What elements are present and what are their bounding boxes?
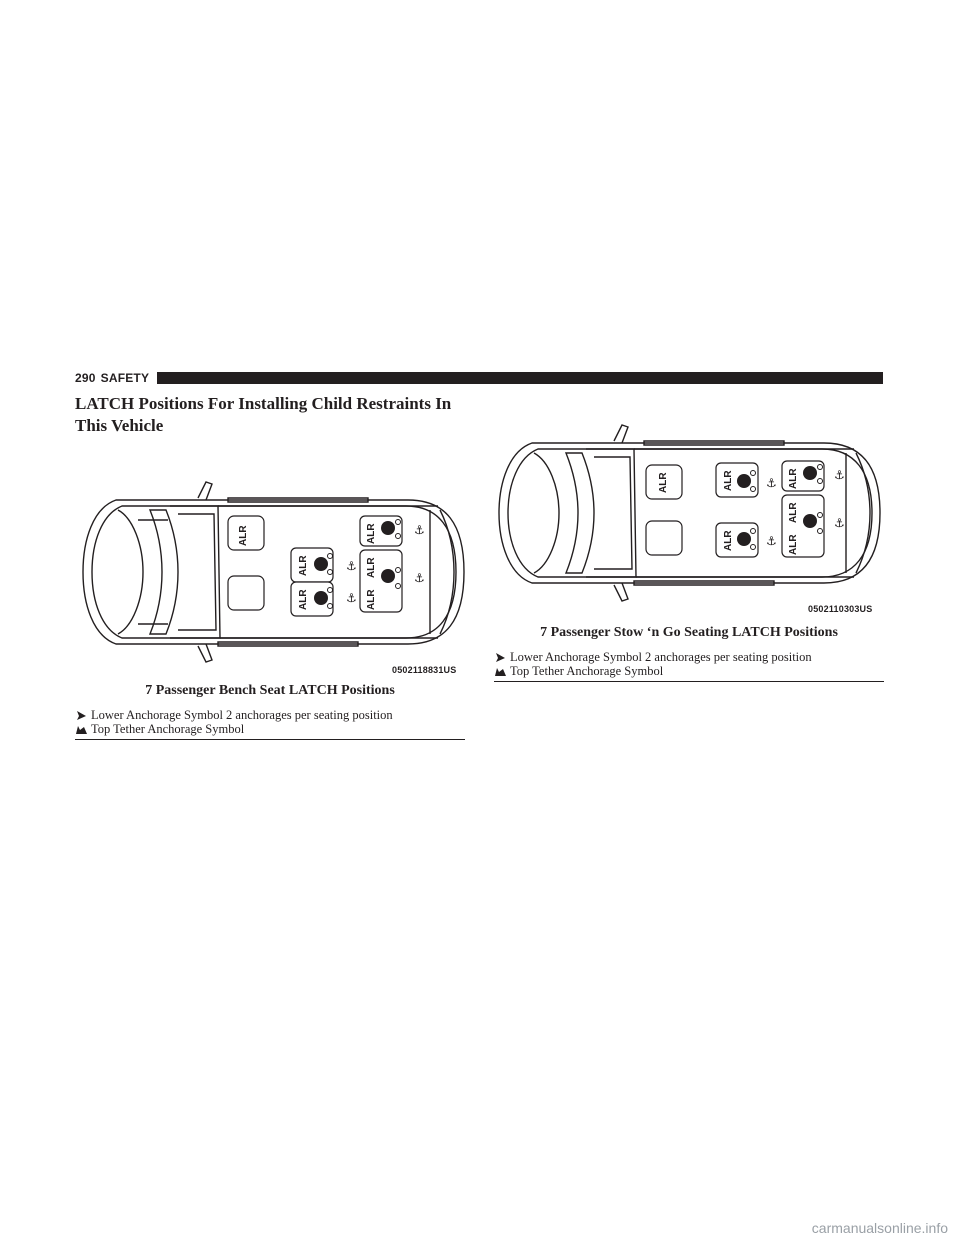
figure-code: 0502118831US <box>392 665 457 675</box>
alr-label: ALR <box>366 589 377 610</box>
top-tether-icon: ⚓ <box>346 591 357 605</box>
legend-tether-text: Top Tether Anchorage Symbol <box>91 722 245 736</box>
legend-top-tether <box>494 664 663 679</box>
figure-caption: 7 Passenger Stow ‘n Go Seating LATCH Positions <box>540 625 838 640</box>
alr-label: ALR <box>238 525 249 546</box>
alr-label: ALR <box>298 555 309 576</box>
top-tether-icon <box>75 724 88 735</box>
legend-top-tether <box>75 722 244 737</box>
alr-label: ALR <box>298 589 309 610</box>
top-tether-icon: ⚓ <box>414 523 425 537</box>
lower-anchorage-icon <box>494 652 507 663</box>
legend-lower-anchorage <box>75 708 393 723</box>
top-tether-icon: ⚓ <box>346 559 357 573</box>
top-tether-icon: ⚓ <box>414 571 425 585</box>
section-rule <box>494 681 884 682</box>
legend-lower-text: Lower Anchorage Symbol 2 anchorages per seating position <box>91 708 393 722</box>
lower-anchorage-icon <box>381 569 395 583</box>
section-title: SAFETY <box>100 371 150 385</box>
top-tether-icon: ⚓ <box>766 534 777 548</box>
top-tether-icon: ⚓ <box>834 468 845 482</box>
alr-label: ALR <box>723 470 734 491</box>
alr-label: ALR <box>723 530 734 551</box>
alr-label: ALR <box>366 523 377 544</box>
lower-anchorage-icon <box>314 557 328 571</box>
lower-anchorage-icon <box>737 474 751 488</box>
lower-anchorage-icon <box>737 532 751 546</box>
section-rule <box>75 739 465 740</box>
figure-caption: 7 Passenger Bench Seat LATCH Positions <box>145 683 395 698</box>
bench-seat-figure <box>78 470 468 670</box>
legend-tether-text: Top Tether Anchorage Symbol <box>510 664 664 678</box>
page-heading: LATCH Positions For Installing Child Restraints In This Vehicle <box>75 394 452 435</box>
alr-label: ALR <box>788 502 799 523</box>
vehicle-top-view-illustration <box>494 415 884 610</box>
lower-anchorage-icon <box>75 710 88 721</box>
figure-code: 0502110303US <box>808 604 873 614</box>
alr-label: ALR <box>366 557 377 578</box>
lower-anchorage-icon <box>314 591 328 605</box>
lower-anchorage-icon <box>381 521 395 535</box>
alr-label: ALR <box>788 534 799 555</box>
lower-anchorage-icon <box>803 466 817 480</box>
top-tether-icon: ⚓ <box>834 516 845 530</box>
header-bar <box>157 372 883 384</box>
top-tether-icon <box>494 666 507 677</box>
watermark: carmanualsonline.info <box>811 1220 948 1236</box>
top-tether-icon: ⚓ <box>766 476 777 490</box>
legend-lower-text: Lower Anchorage Symbol 2 anchorages per seating position <box>510 650 812 664</box>
stow-n-go-figure <box>494 415 884 610</box>
alr-label: ALR <box>788 468 799 489</box>
alr-label: ALR <box>658 472 669 493</box>
page-number: 290 <box>75 371 96 385</box>
lower-anchorage-icon <box>803 514 817 528</box>
page-header <box>75 370 883 386</box>
legend-lower-anchorage <box>494 650 812 665</box>
vehicle-top-view-illustration <box>78 470 468 670</box>
